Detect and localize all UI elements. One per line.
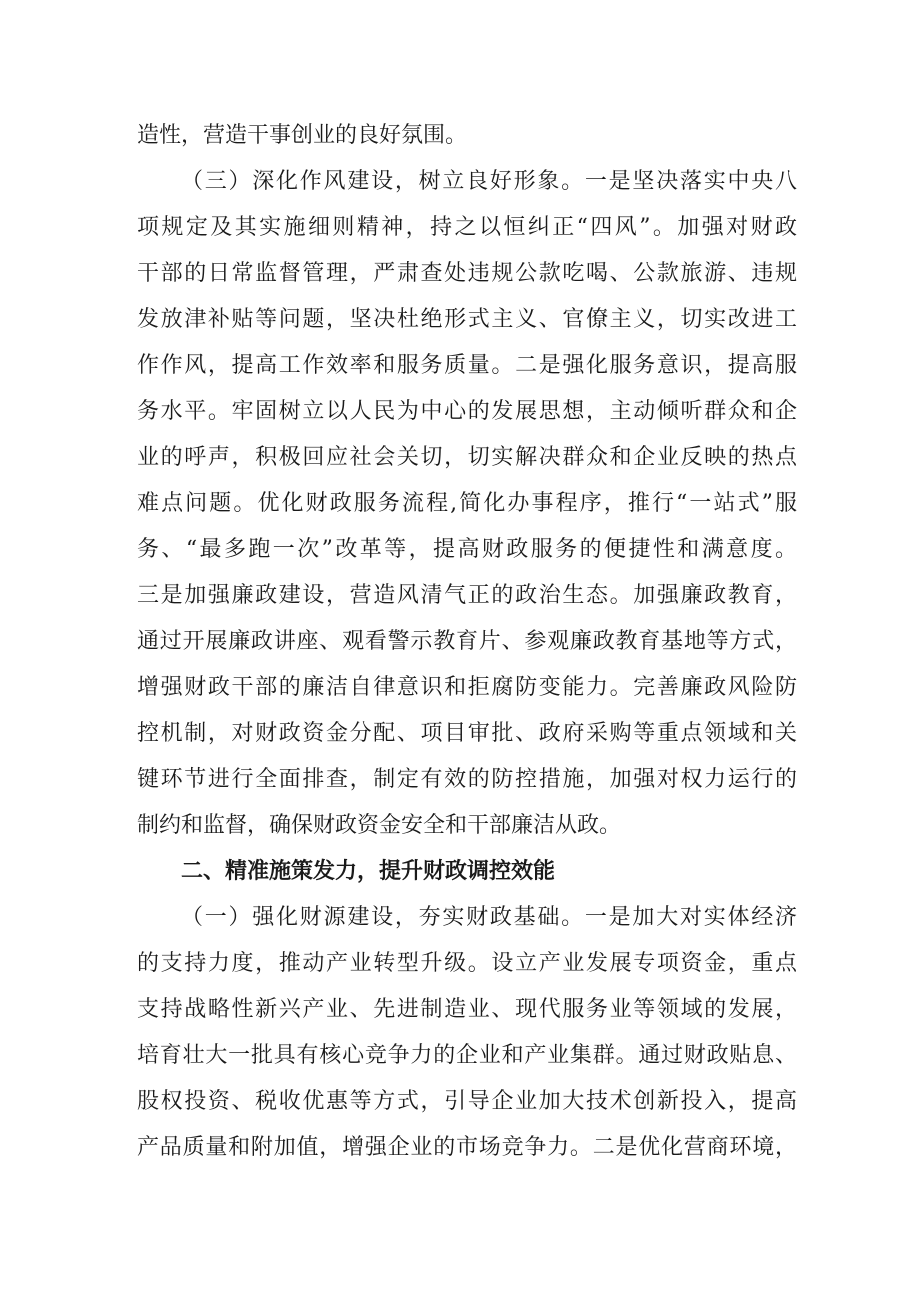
paragraph-line: 制约和监督，确保财政资金安全和干部廉洁从政。 [137,813,622,838]
paragraph-line: 的支持力度，推动产业转型升级。设立产业发展专项资金，重点 [137,951,797,976]
paragraph-line: 键环节进行全面排查，制定有效的防控措施，加强对权力运行的 [137,767,797,792]
paragraph-line: 务水平。牢固树立以人民为中心的发展思想，主动倾听群众和企 [137,399,797,424]
paragraph-line: 三是加强廉政建设，营造风清气正的政治生态。加强廉政教育， [137,583,797,608]
paragraph-line: 务、“最多跑一次”改革等，提高财政服务的便捷性和满意度。 [137,537,797,562]
paragraph-line: 培育壮大一批具有核心竞争力的企业和产业集群。通过财政贴息、 [137,1043,797,1068]
paragraph-line: 通过开展廉政讲座、观看警示教育片、参观廉政教育基地等方式， [137,629,797,654]
paragraph-line: 发放津补贴等问题，坚决杜绝形式主义、官僚主义，切实改进工 [137,307,797,332]
paragraph-line: 增强财政干部的廉洁自律意识和拒腐防变能力。完善廉政风险防 [137,675,797,700]
paragraph-line: 造性，营造干事创业的良好氛围。 [137,123,468,148]
paragraph-line: 支持战略性新兴产业、先进制造业、现代服务业等领域的发展， [137,997,797,1022]
paragraph-line: （一）强化财源建设，夯实财政基础。一是加大对实体经济 [181,905,797,930]
paragraph-line: 难点问题。优化财政服务流程,简化办事程序，推行“一站式”服 [137,491,797,516]
paragraph-line: 股权投资、税收优惠等方式，引导企业加大技术创新投入，提高 [137,1089,797,1114]
paragraph-line: （三）深化作风建设，树立良好形象。一是坚决落实中央八 [181,169,797,194]
document-body [137,113,797,1171]
paragraph-line: 项规定及其实施细则精神，持之以恒纠正“四风”。加强对财政 [137,215,797,240]
paragraph-line: 干部的日常监督管理，严肃查处违规公款吃喝、公款旅游、违规 [137,261,797,286]
paragraph-line: 产品质量和附加值，增强企业的市场竞争力。二是优化营商环境， [137,1135,797,1160]
section-heading: 二、精准施策发力，提升财政调控效能 [181,859,556,884]
paragraph-line: 控机制，对财政资金分配、项目审批、政府采购等重点领域和关 [137,721,797,746]
paragraph-line: 业的呼声，积极回应社会关切，切实解决群众和企业反映的热点 [137,445,797,470]
paragraph-line: 作作风，提高工作效率和服务质量。二是强化服务意识，提高服 [137,353,797,378]
